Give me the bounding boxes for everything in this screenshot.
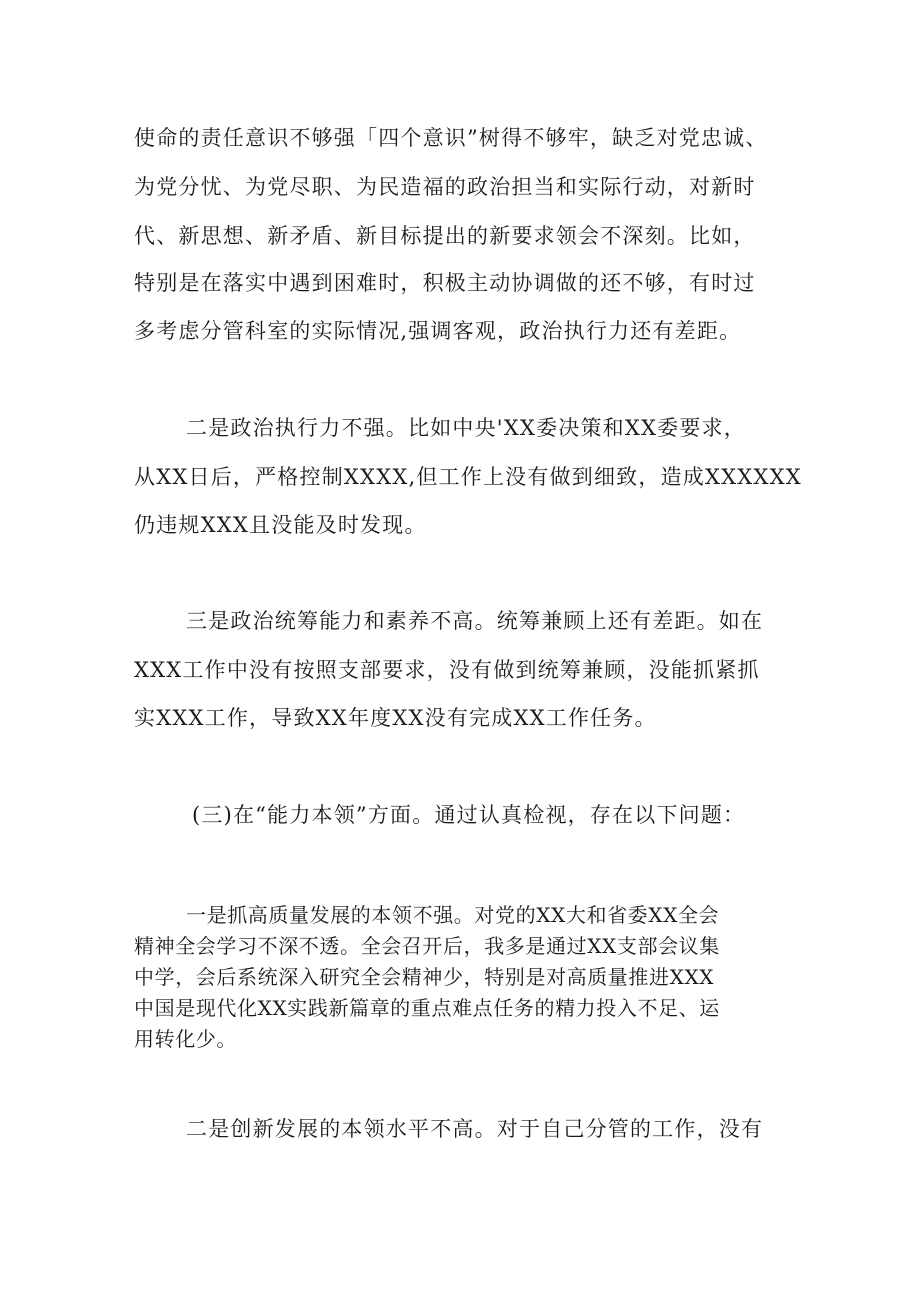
paragraph-1-line-5: 多考虑分管科室的实际情况,强调客观，政治执行力还有差距。 bbox=[134, 319, 742, 343]
paragraph-1-line-2: 为党分忧、为党尽职、为民造福的政治担当和实际行动，对新时 bbox=[134, 175, 756, 199]
paragraph-1-line-3: 代、新思想、新矛盾、新目标提出的新要求领会不深刻。比如， bbox=[134, 224, 756, 248]
paragraph-3-line-2: XXX工作中没有按照支部要求，没有做到统筹兼顾，没能抓紧抓 bbox=[134, 658, 760, 682]
paragraph-1-line-1: 使命的责任意识不够强「四个意识”树得不够牢，缺乏对党忠诚、 bbox=[134, 126, 768, 150]
paragraph-3-line-1: 三是政治统筹能力和素养不高。统筹兼顾上还有差距。如在 bbox=[186, 609, 764, 633]
paragraph-5-line-1: 二是创新发展的本领水平不高。对于自己分管的工作，没有 bbox=[186, 1117, 764, 1141]
paragraph-4-line-2: 精神全会学习不深不透。全会召开后，我多是通过XX支部会议集 bbox=[134, 934, 720, 958]
paragraph-4-line-4: 中国是现代化XX实践新篇章的重点难点任务的精力投入不足、运 bbox=[134, 996, 720, 1020]
section-heading: (三)在“能力本领”方面。通过认真检视，存在以下问题： bbox=[192, 803, 746, 827]
paragraph-4-line-5: 用转化少。 bbox=[134, 1027, 237, 1051]
paragraph-2-line-3: 仍违规XXX且没能及时发现。 bbox=[134, 513, 427, 537]
paragraph-4-line-1: 一是抓高质量发展的本领不强。对党的XX大和省委XX全会 bbox=[186, 903, 720, 927]
paragraph-2-line-1: 二是政治执行力不强。比如中央'XX委决策和XX委要求， bbox=[186, 416, 746, 440]
paragraph-1-line-4: 特别是在落实中遇到困难时，积极主动协调做的还不够，有时过 bbox=[134, 271, 756, 295]
paragraph-2-line-2: 从XX日后，严格控制XXXX,但工作上没有做到细致，造成XXXXXX bbox=[134, 465, 802, 489]
paragraph-4-line-3: 中学，会后系统深入研究全会精神少，特别是对高质量推进XXX bbox=[134, 965, 715, 989]
paragraph-3-line-3: 实XXX工作，导致XX年度XX没有完成XX工作任务。 bbox=[134, 706, 657, 730]
